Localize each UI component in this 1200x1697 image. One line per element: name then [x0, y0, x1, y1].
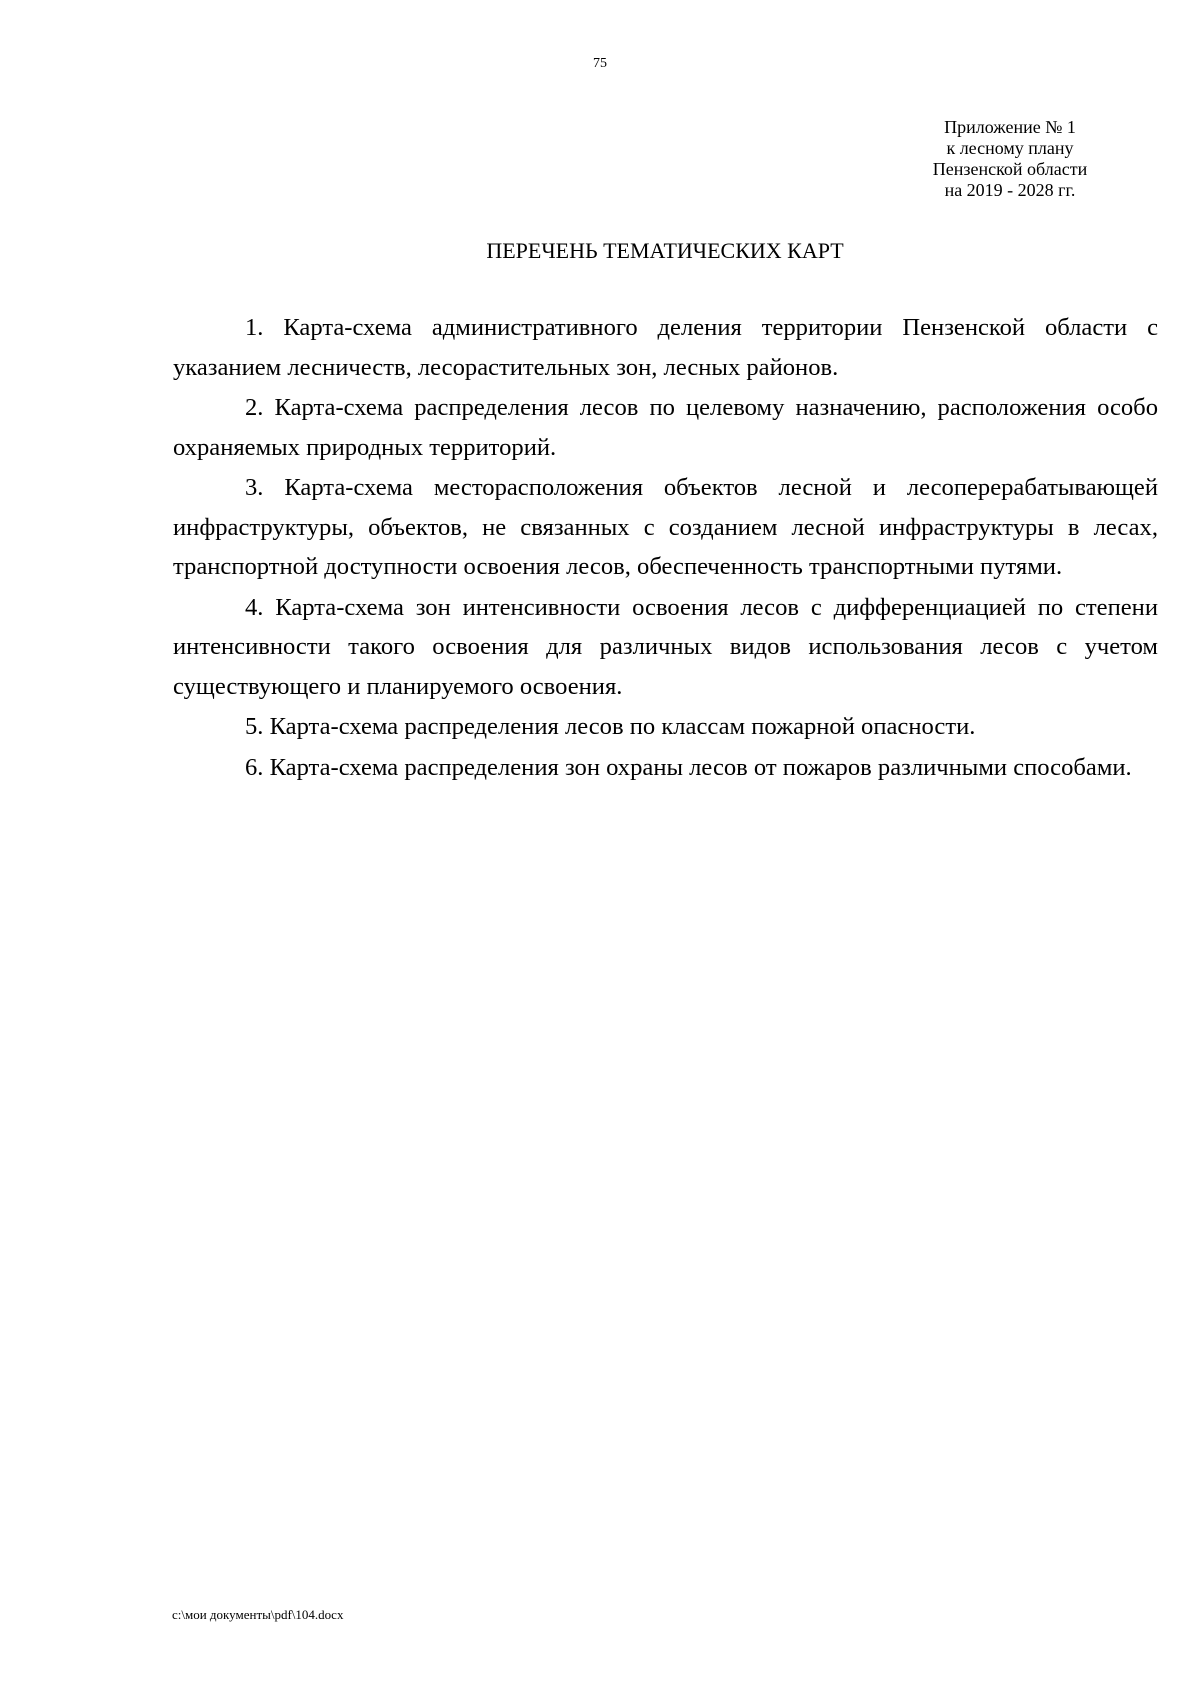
appendix-line-region: Пензенской области: [932, 159, 1088, 179]
thematic-map-list: [173, 308, 1158, 788]
list-item: 5. Карта-схема распределения лесов по классам пожарной опасности.: [245, 713, 976, 740]
appendix-line-plan: к лесному плану: [946, 138, 1074, 158]
list-item: 3. Карта-схема месторасположения объектов лесной и лесоперерабатывающей инфраструктуры, объектов, не связанных с созданием лесной инфраструктуры в лесах, транспортной доступности освоения лесов, обеспеченность транспортными путями.: [173, 474, 1158, 580]
document-title: ПЕРЕЧЕНЬ ТЕМАТИЧЕСКИХ КАРТ: [486, 238, 844, 263]
list-item: 2. Карта-схема распределения лесов по целевому назначению, расположения особо охраняемых природных территорий.: [173, 394, 1158, 461]
list-item: 6. Карта-схема распределения зон охраны лесов от пожаров различными способами.: [245, 753, 1132, 781]
appendix-line-number: Приложение № 1: [944, 117, 1076, 137]
list-item: 4. Карта-схема зон интенсивности освоения лесов с дифференциацией по степени интенсивности такого освоения для различных видов использования лесов с учетом существующего и планируемого освоения.: [173, 593, 1158, 700]
page-number: 75: [593, 56, 607, 71]
footer-file-path: c:\мои документы\pdf\104.docx: [172, 1607, 344, 1622]
appendix-note: [890, 117, 1130, 201]
appendix-line-years: на 2019 - 2028 гг.: [944, 180, 1076, 200]
list-item: 1. Карта-схема административного деления территории Пензенской области с указанием лесничеств, лесорастительных зон, лесных районов.: [173, 314, 1158, 381]
